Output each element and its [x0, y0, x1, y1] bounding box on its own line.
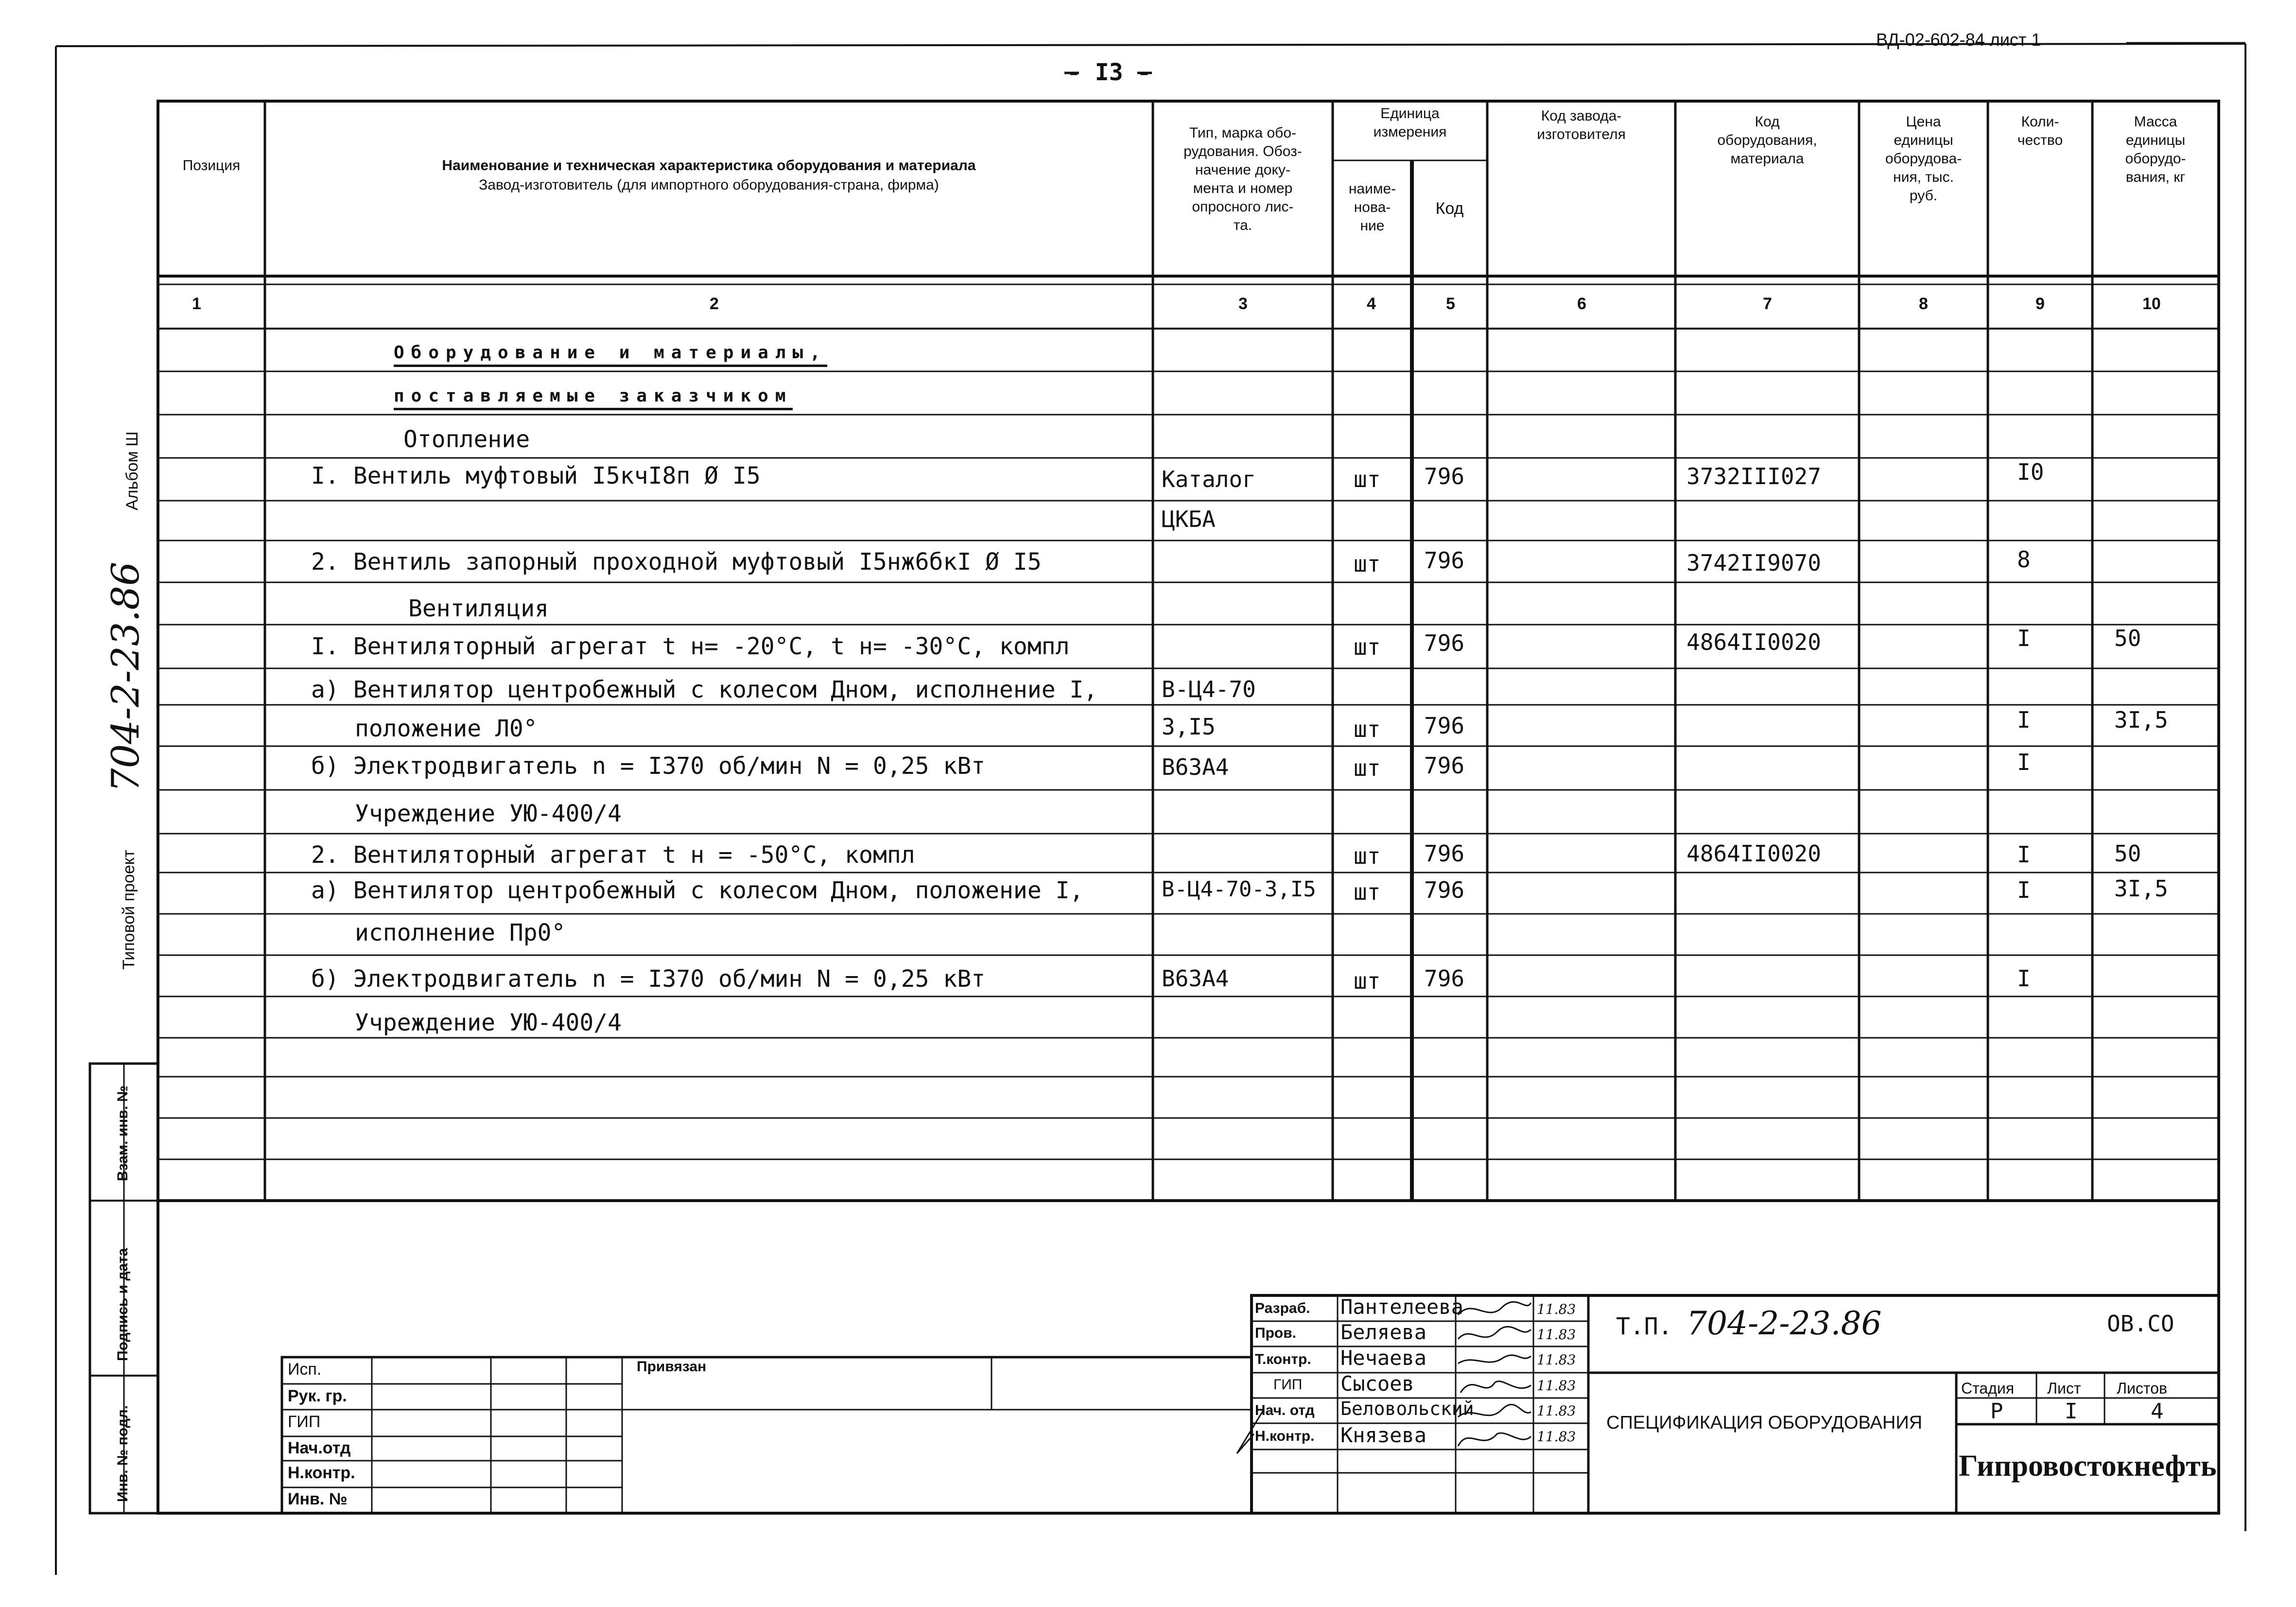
stamp-date: 11.83 — [1537, 1378, 1576, 1394]
stamp-role-razrab: Разраб. — [1255, 1300, 1310, 1316]
stamp-name: Беляева — [1340, 1320, 1427, 1344]
section-title-line1: Оборудование и материалы, — [394, 344, 827, 367]
row-name: I. Вентиль муфтовый I5кчI8п Ø I5 — [311, 462, 761, 489]
document-reference: ВД-02-602-84 лист 1 — [1876, 30, 2041, 50]
stamp-doc-prefix: Т.П. — [1616, 1313, 1672, 1340]
header-unit-name: наиме- нова- ние — [1348, 181, 1396, 234]
stamp-date: 11.83 — [1537, 1429, 1576, 1445]
stamp-label-isp: Исп. — [288, 1360, 322, 1379]
stamp-date: 11.83 — [1537, 1403, 1576, 1419]
col-number-4: 4 — [1367, 295, 1376, 313]
row-quantity: 8 — [2017, 546, 2031, 573]
row-quantity: I — [2017, 625, 2031, 651]
row-type: В-Ц4-70-3,I5 — [1162, 877, 1316, 902]
header-equipment-code: Код оборудования, материала — [1717, 114, 1817, 167]
header-unit-mass: Масса единицы оборудо- вания, кг — [2125, 114, 2186, 185]
stamp-role-t-kontr: Т.контр. — [1255, 1351, 1311, 1367]
row-name: исполнение Пр0° — [355, 919, 566, 946]
row-unit-code: 796 — [1424, 463, 1465, 489]
stamp-organization: Гипровостокнефть — [1959, 1450, 2217, 1483]
header-position: Позиция — [182, 157, 241, 174]
header-unit-code: Код — [1435, 199, 1464, 218]
stamp-stage-label: Стадия — [1961, 1380, 2015, 1397]
row-unit-code: 796 — [1424, 713, 1465, 739]
margin-field-podpis-data: Подпись и дата — [115, 1248, 131, 1361]
row-name: I. Вентиляторный агрегат t н= -20°С, t н= -30°С, компл — [311, 633, 1070, 660]
row-type: ЦКБА — [1162, 506, 1216, 532]
stamp-stage-value: Р — [1990, 1399, 2003, 1424]
row-ventilation-title: Вентиляция — [408, 595, 549, 622]
col-number-1: 1 — [192, 295, 201, 313]
stamp-name: Беловольский — [1340, 1398, 1474, 1419]
col-number-10: 10 — [2142, 295, 2161, 313]
col-number-5: 5 — [1446, 295, 1455, 313]
stamp-label-n-kontr: Н.контр. — [288, 1464, 355, 1482]
row-unit-code: 796 — [1424, 547, 1465, 574]
row-unit: шт — [1354, 879, 1381, 905]
stamp-sheet-label: Лист — [2047, 1380, 2081, 1397]
row-unit: шт — [1354, 466, 1381, 492]
stamp-label-nach-otd: Нач.отд — [288, 1439, 351, 1457]
header-unit-price: Цена единицы оборудова- ния, тыс. руб. — [1885, 114, 1962, 204]
row-material-code: 4864II0020 — [1687, 629, 1821, 655]
row-unit: шт — [1354, 634, 1381, 660]
stamp-role-gip: ГИП — [1273, 1377, 1303, 1393]
row-name: б) Электродвигатель n = I370 об/мин N = 0,25 кВт — [311, 965, 986, 993]
stamp-date: 11.83 — [1537, 1301, 1576, 1317]
margin-field-inv-podl: Инв. № подл. — [115, 1405, 131, 1502]
row-name: а) Вентилятор центробежный с колесом Дном, положение I, — [311, 877, 1084, 904]
stamp-label-gip: ГИП — [288, 1413, 321, 1431]
row-unit: шт — [1354, 843, 1381, 869]
header-unit-group: Единица измерения — [1373, 105, 1447, 140]
stamp-name: Пантелеева — [1340, 1295, 1463, 1319]
col-number-3: 3 — [1238, 295, 1248, 313]
col-number-8: 8 — [1919, 295, 1928, 313]
col-number-9: 9 — [2035, 295, 2045, 313]
stamp-sheets-value: 4 — [2151, 1399, 2164, 1424]
project-label: Типовой проект — [120, 850, 138, 970]
header-factory-code: Код завода- изготовителя — [1537, 108, 1626, 142]
stamp-role-n-kontr: Н.контр. — [1255, 1428, 1315, 1444]
stamp-role-nach-otd: Нач. отд — [1255, 1402, 1315, 1418]
row-type: В63А4 — [1162, 754, 1229, 780]
row-mass: 3I,5 — [2114, 707, 2168, 733]
row-type: В63А4 — [1162, 965, 1229, 992]
row-name: а) Вентилятор центробежный с колесом Дном, исполнение I, — [311, 676, 1098, 703]
row-material-code: 3742II9070 — [1687, 550, 1821, 576]
stamp-sheet-value: I — [2065, 1399, 2078, 1424]
row-quantity: I — [2017, 749, 2031, 775]
row-unit: шт — [1354, 968, 1381, 994]
row-type: В-Ц4-70 — [1162, 676, 1256, 702]
row-type: Каталог — [1162, 466, 1256, 492]
stamp-date: 11.83 — [1537, 1327, 1576, 1343]
project-number-handwritten: 704-2-23.86 — [104, 561, 148, 792]
row-name: б) Электродвигатель n = I370 об/мин N = 0,25 кВт — [311, 752, 986, 780]
margin-field-vzam-inv: Взам. инв. № — [115, 1085, 131, 1181]
row-unit: шт — [1354, 551, 1381, 577]
row-unit-code: 796 — [1424, 877, 1465, 903]
header-name-line1: Наименование и техническая характеристика оборудования и материала — [442, 157, 976, 174]
row-unit-code: 796 — [1424, 630, 1465, 656]
row-heating-title: Отопление — [403, 426, 530, 453]
stamp-sheets-label: Листов — [2117, 1380, 2167, 1397]
row-quantity: I — [2017, 965, 2031, 992]
stamp-mark: ОВ.СО — [2107, 1310, 2174, 1337]
row-quantity: I — [2017, 707, 2031, 733]
stamp-name: Князева — [1340, 1423, 1427, 1447]
stamp-label-inv: Инв. № — [288, 1490, 348, 1508]
row-unit-code: 796 — [1424, 840, 1465, 867]
stamp-label-ruk-gr: Рук. гр. — [288, 1387, 347, 1405]
row-name: 2. Вентиляторный агрегат t н = -50°С, компл — [311, 841, 915, 869]
row-name: Учреждение УЮ-400/4 — [355, 800, 622, 827]
stamp-role-prov: Пров. — [1255, 1325, 1296, 1341]
header-quantity: Коли- чество — [2017, 114, 2063, 148]
row-unit-code: 796 — [1424, 965, 1465, 992]
row-mass: 50 — [2114, 625, 2141, 651]
row-type: 3,I5 — [1162, 714, 1216, 740]
row-quantity: I — [2017, 877, 2031, 903]
row-unit: шт — [1354, 716, 1381, 742]
col-number-2: 2 — [710, 295, 719, 313]
page-number: - I3 - — [1067, 59, 1151, 86]
stamp-document-title: СПЕЦИФИКАЦИЯ ОБОРУДОВАНИЯ — [1606, 1413, 1923, 1433]
stamp-date: 11.83 — [1537, 1352, 1576, 1368]
row-material-code: 3732III027 — [1687, 463, 1821, 489]
row-quantity: I — [2017, 841, 2031, 868]
row-quantity: I0 — [2017, 459, 2044, 485]
section-title-line2: поставляемые заказчиком — [394, 387, 793, 410]
stamp-name: Сысоев — [1340, 1372, 1414, 1396]
header-type: Тип, марка обо- рудования. Обоз- начение доку- мента и номер опросного лис- та. — [1183, 125, 1302, 233]
row-unit: шт — [1354, 755, 1381, 781]
col-number-6: 6 — [1577, 295, 1586, 313]
stamp-doc-code-handwritten: 704-2-23.86 — [1687, 1305, 1882, 1342]
row-name: положение Л0° — [355, 715, 538, 742]
row-name: 2. Вентиль запорный проходной муфтовый I5нж6бкI Ø I5 — [311, 548, 1042, 576]
stamp-name: Нечаева — [1340, 1346, 1427, 1370]
row-mass: 50 — [2114, 840, 2141, 867]
row-unit-code: 796 — [1424, 752, 1465, 779]
row-mass: 3I,5 — [2114, 875, 2168, 902]
row-material-code: 4864II0020 — [1687, 840, 1821, 867]
album-label: Альбом Ш — [123, 431, 141, 510]
row-name: Учреждение УЮ-400/4 — [355, 1009, 622, 1036]
header-name-line2: Завод-изготовитель (для импортного оборудования-страна, фирма) — [479, 177, 939, 193]
col-number-7: 7 — [1763, 295, 1772, 313]
stamp-privyazan: Привязан — [637, 1359, 707, 1375]
